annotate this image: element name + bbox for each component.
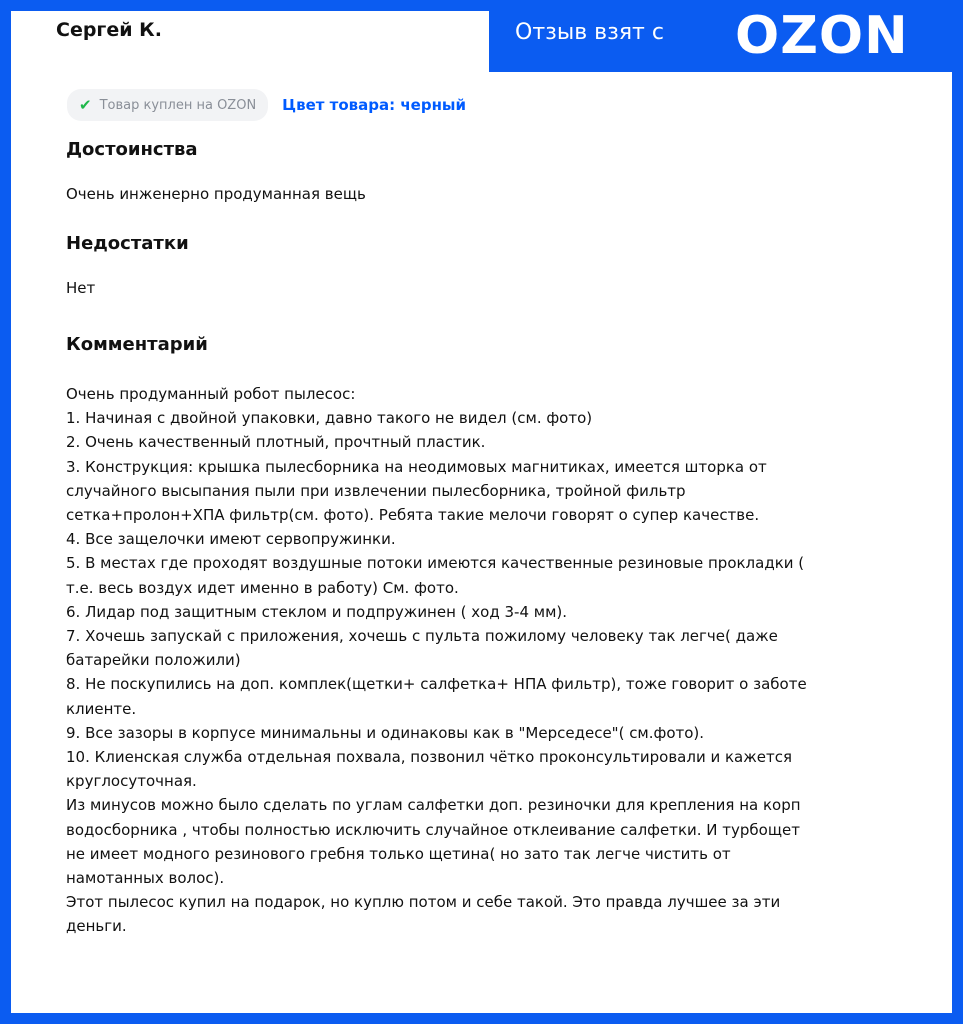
purchase-badge: [67, 89, 268, 121]
comment-line: 10. Клиенская служба отдельная похвала, позвонил чётко проконсультировали и кажется: [66, 748, 792, 767]
comment-line: клиенте.: [66, 699, 137, 718]
review-badges: [67, 89, 466, 121]
cons-text: Нет: [66, 279, 96, 297]
comment-body: [66, 382, 952, 939]
pros-heading: Достоинства: [66, 139, 198, 160]
check-icon: ✔: [79, 96, 92, 114]
purchase-badge-label: Товар куплен на OZON: [99, 97, 257, 113]
comment-line: 8. Не поскупились на доп. комплек(щетки+ салфетка+ НПА фильтр), тоже говорит о заботе: [66, 675, 807, 694]
comment-line: деньги.: [66, 917, 127, 936]
review-author: Сергей К.: [56, 19, 162, 41]
comment-line: 5. В местах где проходят воздушные потоки имеются качественные резиновые прокладки (: [66, 554, 805, 573]
comment-line: Очень продуманный робот пылесос:: [66, 385, 356, 403]
review-card: [11, 11, 952, 1013]
comment-line: круглосуточная.: [66, 772, 197, 791]
comment-line: Из минусов можно было сделать по углам салфетки доп. резиночки для крепления на корп: [66, 796, 801, 815]
comment-line: 6. Лидар под защитным стеклом и подпружинен ( ход 3-4 мм).: [66, 602, 568, 621]
comment-line: 1. Начиная с двойной упаковки, давно такого не видел (см. фото): [66, 409, 593, 428]
comment-line: 2. Очень качественный плотный, прочтный пластик.: [66, 433, 486, 452]
comment-line: т.е. весь воздух идет именно в работу) См. фото.: [66, 578, 459, 597]
comment-heading: Комментарий: [66, 334, 208, 355]
comment-line: случайного высыпания пыли при извлечении пылесборника, тройной фильтр: [66, 481, 686, 500]
comment-line: 7. Хочешь запускай с приложения, хочешь с пульта пожилому человеку так легче( даже: [66, 627, 778, 646]
comment-line: Этот пылесос купил на подарок, но куплю потом и себе такой. Это правда лучшее за эти: [66, 893, 781, 912]
comment-line: сетка+пролон+ХПА фильтр(см. фото). Ребята такие мелочи говорят о супер качестве.: [66, 506, 760, 525]
cons-heading: Недостатки: [66, 233, 189, 254]
comment-line: водосборника , чтобы полностью исключить случайное отклеивание салфетки. И турбощет: [66, 820, 800, 839]
product-color-info[interactable]: Цвет товара: черный: [282, 96, 467, 114]
pros-text: Очень инженерно продуманная вещь: [66, 185, 366, 203]
comment-line: не имеет модного резинового гребня только щетина( но зато так легче чистить от: [66, 844, 731, 863]
comment-line: намотанных волос).: [66, 869, 225, 888]
comment-line: 9. Все зазоры в корпусе минимальны и одинаковы как в "Мерседесе"( см.фото).: [66, 723, 705, 742]
ozon-logo: OZON: [735, 6, 909, 66]
comment-line: 4. Все защелочки имеют сервопружинки.: [66, 530, 396, 549]
source-label: Отзыв взят с: [515, 20, 664, 45]
comment-line: батарейки положили): [66, 651, 241, 670]
comment-line: 3. Конструкция: крышка пылесборника на неодимовых магнитиках, имеется шторка от: [66, 457, 767, 476]
